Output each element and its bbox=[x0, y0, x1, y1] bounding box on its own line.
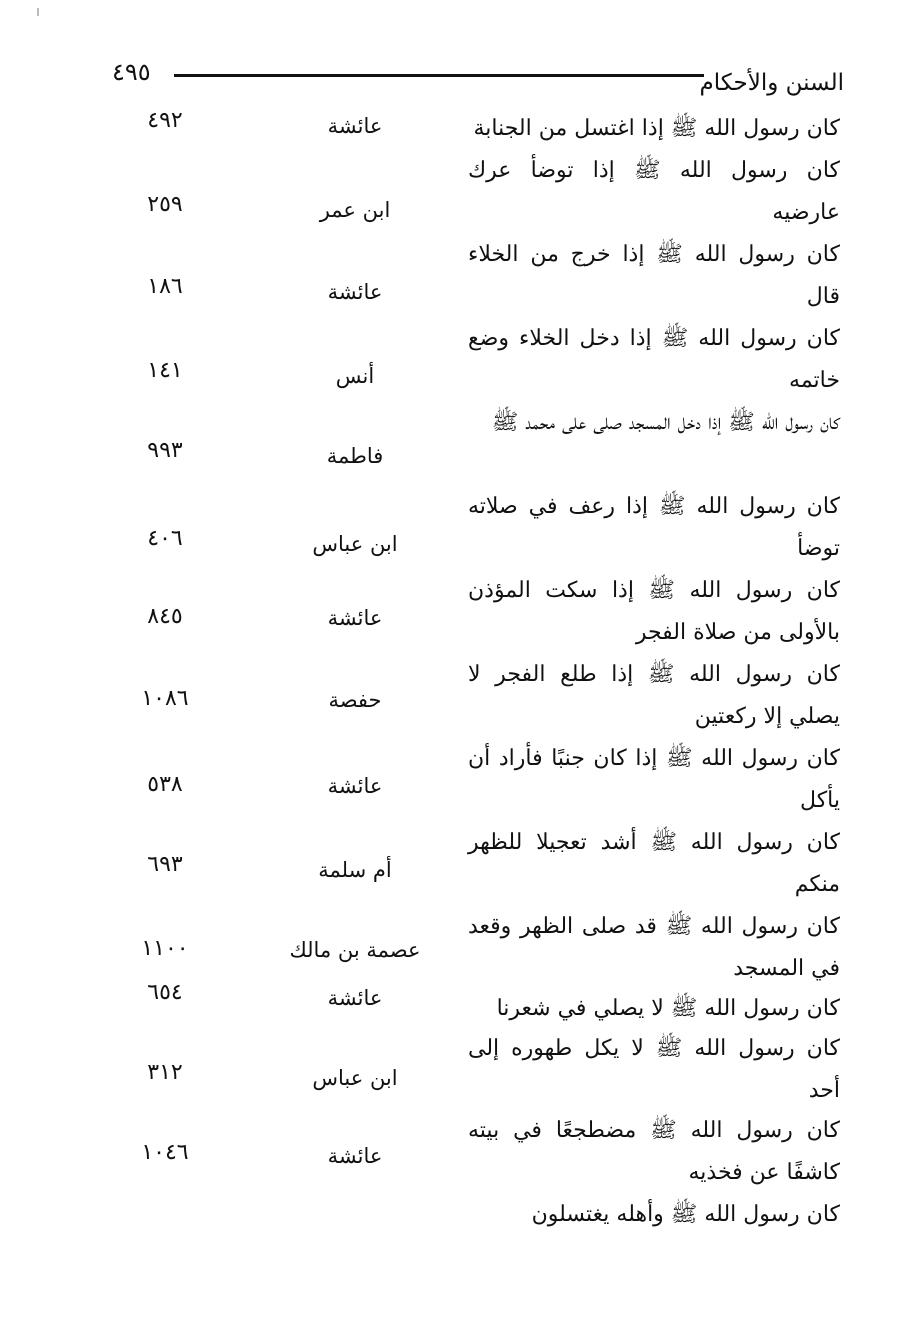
narrator: عائشة bbox=[327, 774, 383, 798]
hadith-number: ٥٣٨ bbox=[147, 772, 183, 797]
hadith-number: ٤٠٦ bbox=[147, 526, 183, 551]
page-number: ٤٩٥ bbox=[112, 58, 151, 86]
narrator: أم سلمة bbox=[318, 858, 392, 882]
hadith-text: كان رسول الله ﷺ إذا اغتسل من الجنابة bbox=[473, 116, 840, 141]
narrator: ابن عباس bbox=[312, 1066, 398, 1090]
narrator: عائشة bbox=[327, 986, 383, 1010]
narrator: عائشة bbox=[327, 606, 383, 630]
hadith-number: ١٠٨٦ bbox=[141, 686, 189, 711]
narrator: حفصة bbox=[328, 688, 382, 712]
narrator: ابن عمر bbox=[319, 198, 391, 222]
hadith-number: ١٨٦ bbox=[147, 274, 183, 299]
hadith-text: كان رسول الله ﷺ إذا دخل الخلاء وضع خاتمه bbox=[468, 326, 840, 393]
hadith-text: كان رسول الله ﷺ إذا دخل المسجد صلى على محمد ﷺ bbox=[491, 410, 840, 435]
hadith-number: ١١٠٠ bbox=[141, 936, 189, 961]
hadith-text: كان رسول الله ﷺ إذا توضأ عرك عارضيه bbox=[468, 158, 840, 225]
hadith-text: كان رسول الله ﷺ إذا رعف في صلاته توضأ bbox=[468, 494, 840, 561]
scan-mark bbox=[37, 8, 39, 16]
hadith-text: كان رسول الله ﷺ وأهله يغتسلون bbox=[531, 1202, 840, 1227]
hadith-text: كان رسول الله ﷺ إذا طلع الفجر لا يصلي إلا ركعتين bbox=[468, 662, 840, 729]
hadith-text: كان رسول الله ﷺ لا يصلي في شعرنا bbox=[496, 996, 840, 1021]
narrator: عائشة bbox=[327, 280, 383, 304]
narrator: ابن عباس bbox=[312, 532, 398, 556]
running-title: السنن والأحكام bbox=[699, 70, 844, 96]
narrator: عائشة bbox=[327, 1144, 383, 1168]
hadith-number: ٩٩٣ bbox=[147, 438, 183, 463]
hadith-number: ٣١٢ bbox=[147, 1060, 183, 1085]
hadith-text: كان رسول الله ﷺ مضطجعًا في بيته كاشفًا عن فخذيه bbox=[468, 1118, 840, 1185]
hadith-number: ٦٩٣ bbox=[147, 852, 183, 877]
hadith-number: ١٤١ bbox=[147, 358, 183, 383]
header-rule bbox=[174, 74, 704, 77]
hadith-number: ٢٥٩ bbox=[147, 192, 183, 217]
hadith-text: كان رسول الله ﷺ إذا كان جنبًا فأراد أن يأكل bbox=[468, 746, 840, 813]
narrator: فاطمة bbox=[326, 444, 384, 468]
narrator: عصمة بن مالك bbox=[289, 938, 421, 962]
hadith-text: كان رسول الله ﷺ لا يكل طهوره إلى أحد bbox=[468, 1036, 840, 1103]
narrator: عائشة bbox=[327, 114, 383, 138]
hadith-text: كان رسول الله ﷺ إذا خرج من الخلاء قال bbox=[468, 242, 840, 309]
hadith-text: كان رسول الله ﷺ إذا سكت المؤذن بالأولى من صلاة الفجر bbox=[468, 578, 840, 645]
hadith-number: ٤٩٢ bbox=[147, 108, 183, 133]
hadith-number: ١٠٤٦ bbox=[141, 1140, 189, 1165]
hadith-number: ٨٤٥ bbox=[147, 604, 183, 629]
hadith-number: ٦٥٤ bbox=[147, 980, 183, 1005]
hadith-text: كان رسول الله ﷺ قد صلى الظهر وقعد في المسجد bbox=[468, 914, 840, 981]
hadith-text: كان رسول الله ﷺ أشد تعجيلا للظهر منكم bbox=[468, 830, 840, 897]
running-head bbox=[112, 58, 844, 98]
narrator: أنس bbox=[335, 364, 375, 388]
